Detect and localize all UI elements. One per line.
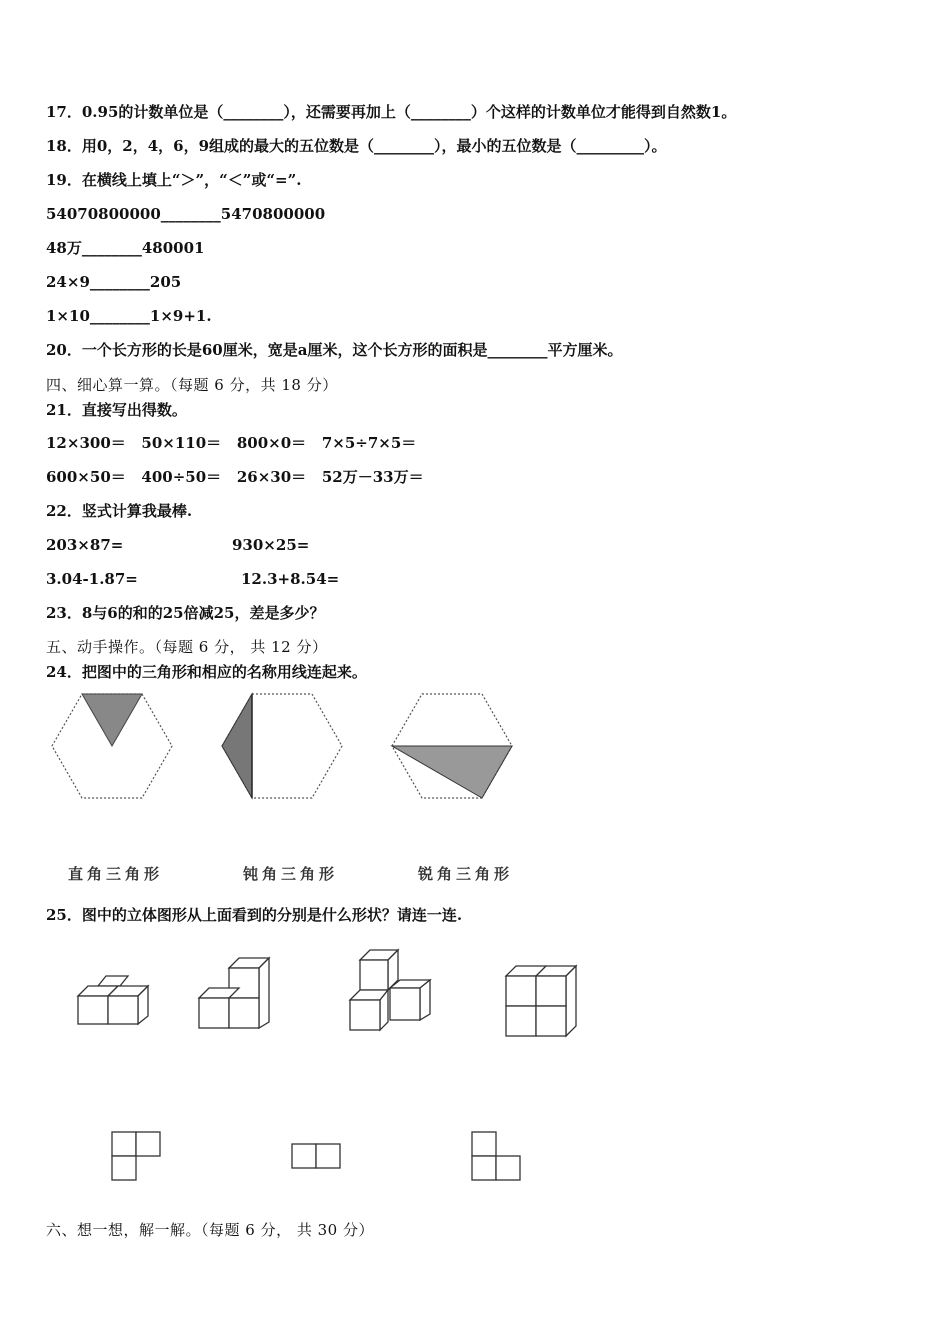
question-23: 23．8与6的和的25倍减25，差是多少？: [46, 604, 325, 622]
solid-figure-2: [197, 956, 273, 1030]
question-21: 21．直接写出得数。: [46, 401, 187, 419]
question-18: 18．用0，2，4，6，9组成的最大的五位数是（________），最小的五位数是（_________）。: [46, 137, 667, 155]
q19-item-3: 24×9________205: [46, 273, 182, 291]
q19-item-4: 1×10________1×9+1.: [46, 307, 212, 325]
top-view-1: [111, 1131, 163, 1183]
section-5-heading: 五、动手操作。（每题 6 分， 共 12 分）: [46, 638, 328, 656]
question-17: 17．0.95的计数单位是（________），还需要再加上（________）个这样的计数单位才能得到自然数1。: [46, 103, 737, 121]
solid-figure-4: [504, 964, 580, 1038]
label-right-triangle: 直角三角形: [68, 865, 164, 883]
hexagon-figure-3: [390, 690, 514, 802]
question-24: 24．把图中的三角形和相应的名称用线连起来。: [46, 663, 367, 681]
q21-row-1: 12×300＝ 50×110＝ 800×0＝ 7×5÷7×5＝: [46, 434, 417, 452]
label-acute-triangle: 锐角三角形: [418, 865, 514, 883]
top-view-2: [291, 1143, 343, 1171]
q22-item-3: 3.04-1.87=: [46, 570, 138, 588]
solid-figure-3: [348, 948, 432, 1032]
q22-item-2: 930×25=: [232, 536, 310, 554]
hexagon-figure-1: [50, 690, 174, 802]
question-19: 19．在横线上填上“＞”，“＜”或“=”.: [46, 171, 302, 189]
hexagon-figure-2: [220, 690, 344, 802]
top-view-3: [471, 1131, 523, 1183]
question-20: 20．一个长方形的长是60厘米，宽是a厘米，这个长方形的面积是________平方厘米。: [46, 341, 623, 359]
solid-figure-1: [76, 972, 152, 1028]
q21-row-2: 600×50＝ 400÷50＝ 26×30＝ 52万－33万＝: [46, 468, 424, 486]
question-25: 25．图中的立体图形从上面看到的分别是什么形状？请连一连.: [46, 906, 463, 924]
section-4-heading: 四、细心算一算。（每题 6 分，共 18 分）: [46, 376, 338, 394]
section-6-heading: 六、想一想，解一解。（每题 6 分， 共 30 分）: [46, 1221, 374, 1239]
q19-item-1: 54070800000________5470800000: [46, 205, 326, 223]
question-22: 22．竖式计算我最棒.: [46, 502, 193, 520]
q22-item-1: 203×87=: [46, 536, 124, 554]
label-obtuse-triangle: 钝角三角形: [243, 865, 339, 883]
q22-item-4: 12.3+8.54=: [241, 570, 340, 588]
q19-item-2: 48万________480001: [46, 239, 205, 257]
